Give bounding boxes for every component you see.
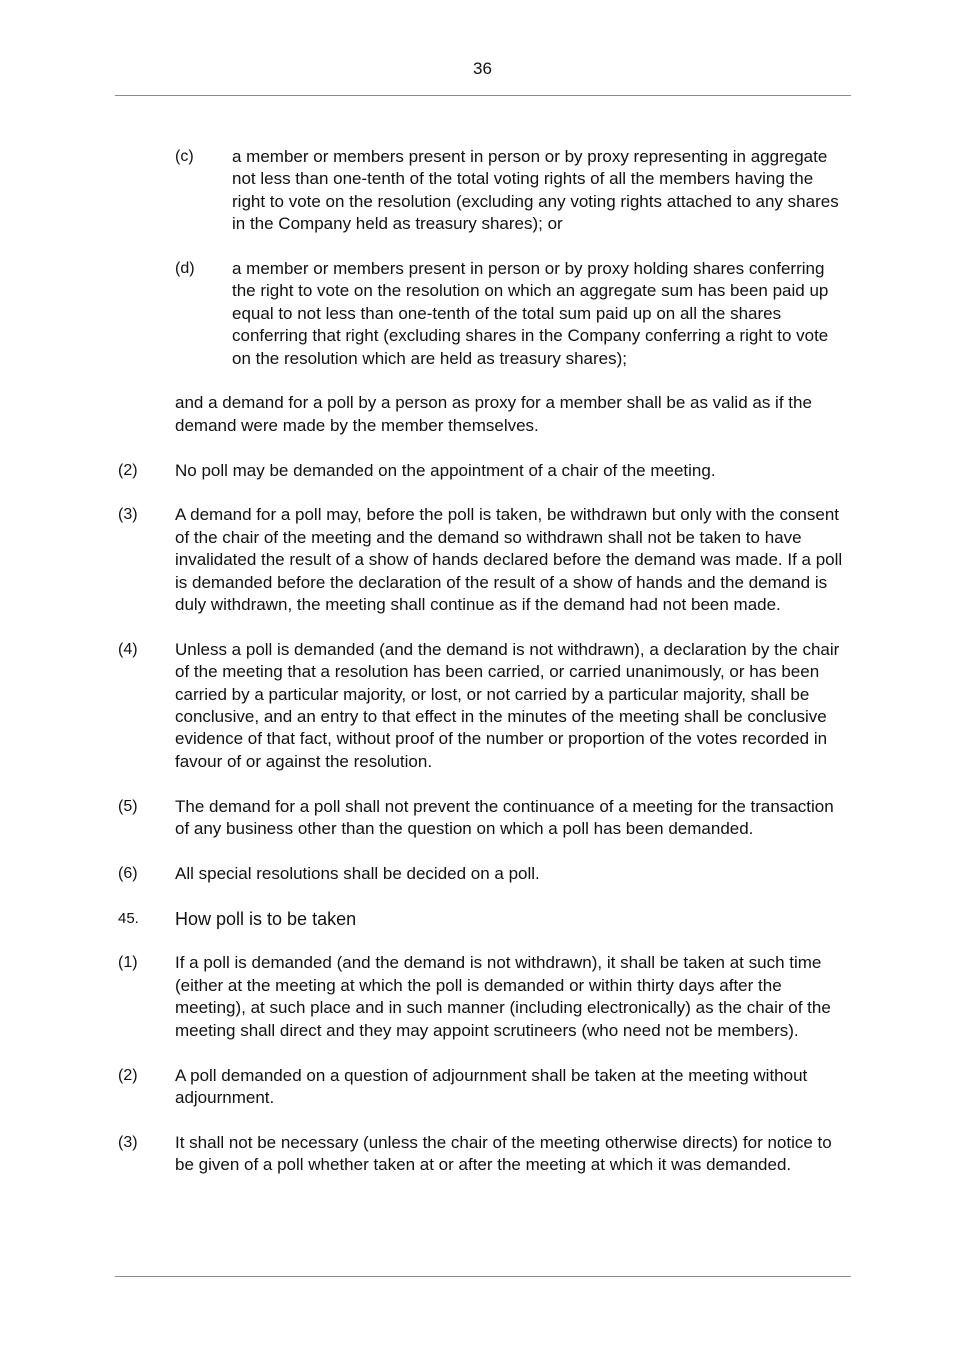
clause-text: No poll may be demanded on the appointment of a chair of the meeting. [175,460,716,480]
clause-text: If a poll is demanded (and the demand is not withdrawn), it shall be taken at such time (either at the meeting at which the poll is demanded or within thirty days after the meeting), at such place and in such manner (including electronically) as the chair of the meeting shall direct and they may appoint scrutineers (who need not be members). [175,953,831,1040]
clause-text: It shall not be necessary (unless the chair of the meeting otherwise directs) for notice to be given of a poll whether taken at or after the meeting at which it was demanded. [175,1132,832,1175]
clause-label: (1) [118,954,138,972]
clause-item [0,639,965,773]
clause-item [0,504,965,616]
clause-label: (3) [118,506,138,524]
section-title: How poll is to be taken [175,908,357,929]
section-number: 45. [118,909,139,927]
clause-text: The demand for a poll shall not prevent the continuance of a meeting for the transaction of any business other than the question on which a poll has been demanded. [175,796,834,839]
clause-label: (c) [175,148,194,165]
page-number: 36 [473,59,492,78]
clause-text: A demand for a poll may, before the poll is taken, be withdrawn but only with the consent of the chair of the meeting and the demand so withdrawn shall not be taken to have invalidated the result of a show of hands declared before the demand was made. If a poll is demanded before the declaration of the result of a show of hands and the demand is duly withdrawn, the meeting shall continue as if the demand had not been made. [175,505,843,615]
clause-item [0,796,965,841]
clause-text: and a demand for a poll by a person as proxy for a member shall be as valid as if the demand were made by the member themselves. [175,393,812,435]
clause-label: (d) [175,260,195,278]
clause-text: a member or members present in person or by proxy holding shares conferring the right to vote on the resolution on which an aggregate sum has been paid up equal to not less than one-tenth of the total sum paid up on all the shares conferring that right (excluding shares in the Company conferring a right to vote on the resolution which are held as treasury shares); [232,259,829,368]
continuation-paragraph [0,392,965,437]
section-heading [0,908,965,930]
clause-label: (2) [118,1066,138,1084]
clause-item [0,258,965,370]
clause-text: All special resolutions shall be decided on a poll. [175,863,540,883]
clause-item [0,1065,965,1110]
document-body [0,146,965,1199]
clause-label: (3) [118,1133,138,1151]
clause-text: A poll demanded on a question of adjournment shall be taken at the meeting without adjournment. [175,1065,808,1107]
clause-item [0,460,965,482]
clause-text: a member or members present in person or by proxy representing in aggregate not less than one-tenth of the total voting rights of all the members having the right to vote on the resolution (excluding any voting rights attached to any shares in the Company held as treasury shares); or [232,147,839,234]
header-rule [115,95,851,96]
footer-rule [115,1276,851,1277]
clause-text: Unless a poll is demanded (and the demand is not withdrawn), a declaration by the chair of the meeting that a resolution has been carried, or carried unanimously, or has been carried by a particular majority, or lost, or not carried by a particular majority, shall be conclusive, and an entry to that effect in the minutes of the meeting shall be conclusive evidence of that fact, without proof of the number or proportion of the votes recorded in favour of or against the resolution. [175,639,840,771]
clause-label: (4) [118,640,138,658]
clause-item [0,952,965,1042]
clause-item [0,1132,965,1177]
clause-label: (6) [118,864,138,882]
clause-label: (2) [118,461,138,479]
clause-item [0,863,965,885]
clause-item [0,146,965,236]
clause-label: (5) [118,797,138,815]
